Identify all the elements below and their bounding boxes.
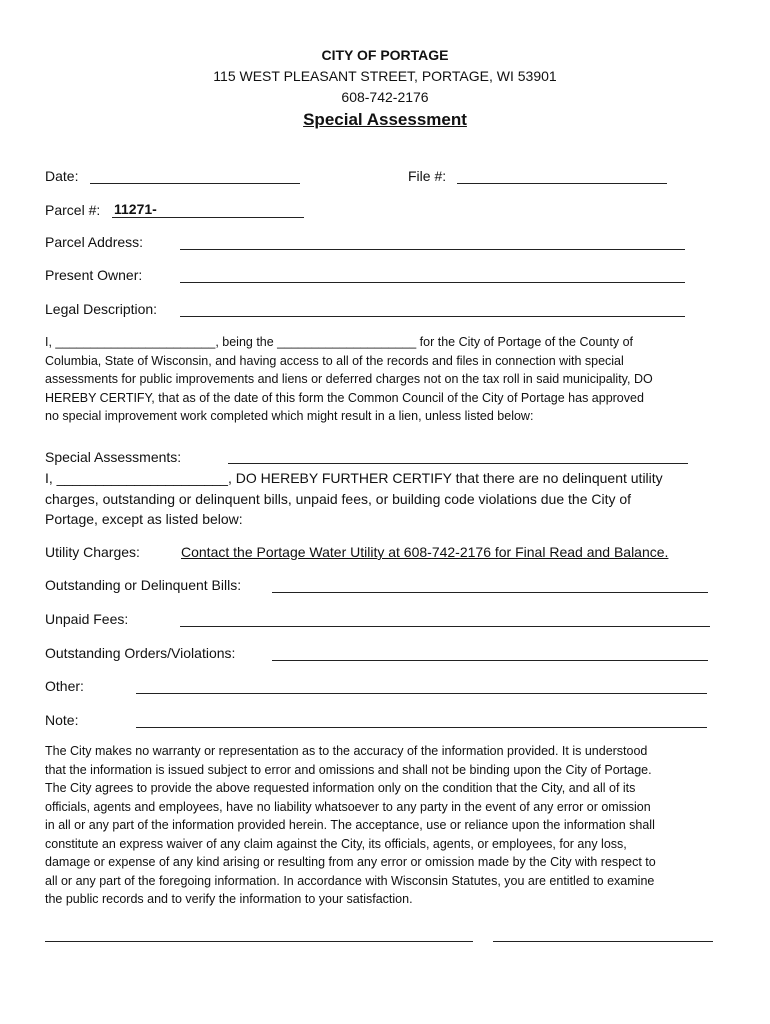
disclaimer-line: The City makes no warranty or representation as to the accuracy of the information provided. It is understood [45,744,648,758]
unpaid-fees-label: Unpaid Fees: [45,611,129,627]
certify-line: HEREBY CERTIFY, that as of the date of this form the Common Council of the City of Portage has approved [45,390,644,405]
note-label: Note: [45,712,79,728]
disclaimer-line: officials, agents and employees, have no liability whatsoever to any party in the event of any error or omission [45,799,651,814]
date-field[interactable] [90,183,300,184]
unpaid-fees-field[interactable] [180,626,710,627]
legal-description-label: Legal Description: [45,301,158,317]
signature-date-line[interactable] [493,941,713,942]
parcel-address-field[interactable] [180,249,685,250]
disclaimer-line: in all or any part of the information provided herein. The acceptance, use or reliance upon the information shall [45,818,655,832]
signature-line[interactable] [45,941,473,942]
note-field[interactable] [136,727,707,728]
file-number-field[interactable] [457,183,667,184]
legal-description-field[interactable] [180,316,685,317]
utility-charges-label: Utility Charges: [45,544,140,560]
parcel-address-label: Parcel Address: [45,234,144,250]
outstanding-bills-label: Outstanding or Delinquent Bills: [45,577,242,593]
parcel-number-label: Parcel #: [45,202,101,218]
disclaimer-line: that the information is issued subject to error and omissions and shall not be binding upon the City of Portage. [45,762,652,777]
parcel-number-value: 11271- [114,201,157,217]
parcel-number-field[interactable] [112,217,304,218]
disclaimer-line: the public records and to verify the information to your satisfaction. [45,892,413,906]
city-name: CITY OF PORTAGE [321,47,449,63]
outstanding-bills-field[interactable] [272,592,708,593]
further-certify-paragraph [45,468,663,530]
city-address: 115 WEST PLEASANT STREET, PORTAGE, WI 53901 [213,68,557,84]
page-title: Special Assessment [303,110,467,129]
disclaimer-line: damage or expense of any kind arising or resulting from any error or omission made by the City with respect to [45,855,656,869]
certify-line: Columbia, State of Wisconsin, and having access to all of the records and files in connection with special [45,353,624,368]
further-certify-line: charges, outstanding or delinquent bills, unpaid fees, or building code violations due the City of [45,490,632,507]
special-assessments-field[interactable] [228,463,688,464]
other-field[interactable] [136,693,707,694]
orders-violations-field[interactable] [272,660,708,661]
further-certify-line: Portage, except as listed below: [45,511,243,527]
certify-paragraph [45,333,653,426]
file-number-label: File #: [408,168,447,184]
city-phone: 608-742-2176 [341,89,429,105]
special-assessments-label: Special Assessments: [45,449,182,465]
disclaimer-line: all or any part of the foregoing information. In accordance with Wisconsin Statutes, you are entitled to examine [45,873,655,888]
present-owner-label: Present Owner: [45,267,143,283]
date-label: Date: [45,168,79,184]
certify-line: I, _______________________, being the ____________________ for the City of Portage of the County of [45,335,633,349]
orders-violations-label: Outstanding Orders/Violations: [45,645,236,661]
disclaimer-line: constitute an express waiver of any claim against the City, its officials, agents, or employees, for any loss, [45,836,627,851]
utility-charges-value: Contact the Portage Water Utility at 608-742-2176 for Final Read and Balance. [181,544,669,560]
other-label: Other: [45,678,84,694]
disclaimer-line: The City agrees to provide the above requested information only on the condition that the City, and all of its [45,781,636,795]
further-certify-line: I, ______________________, DO HEREBY FURTHER CERTIFY that there are no delinquent utility [45,470,663,486]
present-owner-field[interactable] [180,282,685,283]
certify-line: no special improvement work completed which might result in a lien, unless listed below: [45,409,534,423]
disclaimer-paragraph [45,742,656,909]
certify-line: assessments for public improvements and liens or deferred charges not on the tax roll in said municipality, DO [45,372,653,386]
